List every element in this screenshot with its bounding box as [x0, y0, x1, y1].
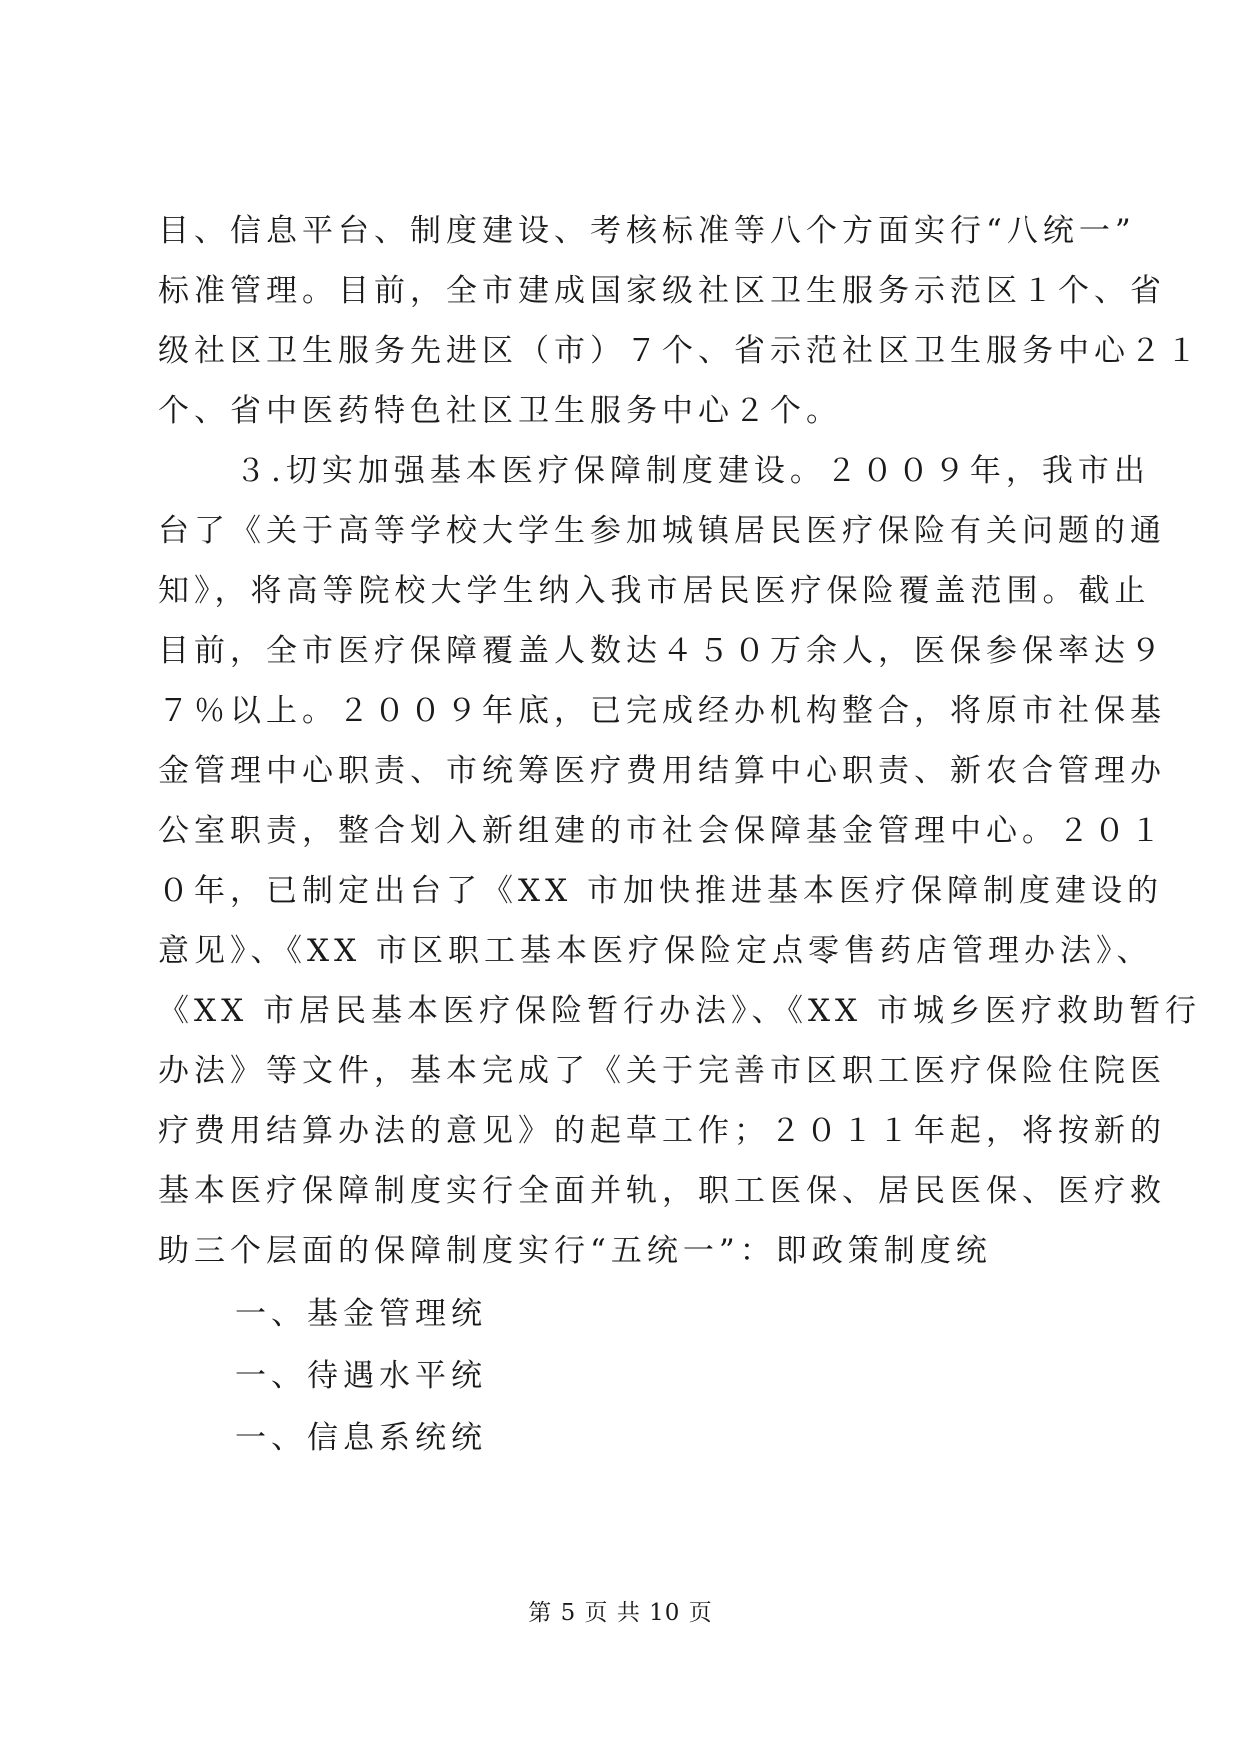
paragraph-line: 意见》、《XX 市区职工基本医疗保险定点零售药店管理办法》、 [158, 933, 1153, 969]
list-item: 一、信息系统统 [235, 1420, 487, 1456]
paragraph-line: 级社区卫生服务先进区（市）７个、省示范社区卫生服务中心２１ [158, 333, 1202, 369]
page-number-footer: 第 5 页 共 10 页 [528, 1600, 713, 1626]
paragraph-line: 目前，全市医疗保障覆盖人数达４５０万余人，医保参保率达９ [158, 633, 1166, 669]
paragraph-line: 疗费用结算办法的意见》的起草工作；２０１１年起，将按新的 [158, 1113, 1166, 1149]
paragraph-line: 金管理中心职责、市统筹医疗费用结算中心职责、新农合管理办 [158, 753, 1166, 789]
list-item: 一、基金管理统 [235, 1296, 487, 1332]
paragraph-line: 台了《关于高等学校大学生参加城镇居民医疗保险有关问题的通 [158, 513, 1166, 549]
paragraph-line: 知》，将高等院校大学生纳入我市居民医疗保险覆盖范围。截止 [158, 573, 1151, 609]
paragraph-line: 标准管理。目前，全市建成国家级社区卫生服务示范区１个、省 [158, 273, 1166, 309]
paragraph-line: 个、省中医药特色社区卫生服务中心２个。 [158, 393, 842, 429]
paragraph-line: 助三个层面的保障制度实行“五统一”：即政策制度统 [158, 1233, 992, 1269]
paragraph-line: 基本医疗保障制度实行全面并轨，职工医保、居民医保、医疗救 [158, 1173, 1166, 1209]
paragraph-line: ０年，已制定出台了《XX 市加快推进基本医疗保障制度建设的 [158, 873, 1163, 909]
list-item: 一、待遇水平统 [235, 1358, 487, 1394]
paragraph-line: 办法》等文件，基本完成了《关于完善市区职工医疗保险住院医 [158, 1053, 1166, 1089]
paragraph-line: 公室职责，整合划入新组建的市社会保障基金管理中心。２０１ [158, 813, 1166, 849]
paragraph-line: 目、信息平台、制度建设、考核标准等八个方面实行“八统一” [158, 213, 1136, 249]
paragraph-line: 《XX 市居民基本医疗保险暂行办法》、《XX 市城乡医疗救助暂行 [158, 993, 1201, 1029]
paragraph-line: ７％以上。２００９年底，已完成经办机构整合，将原市社保基 [158, 693, 1166, 729]
paragraph-line: ３.切实加强基本医疗保障制度建设。２００９年，我市出 [235, 453, 1150, 489]
